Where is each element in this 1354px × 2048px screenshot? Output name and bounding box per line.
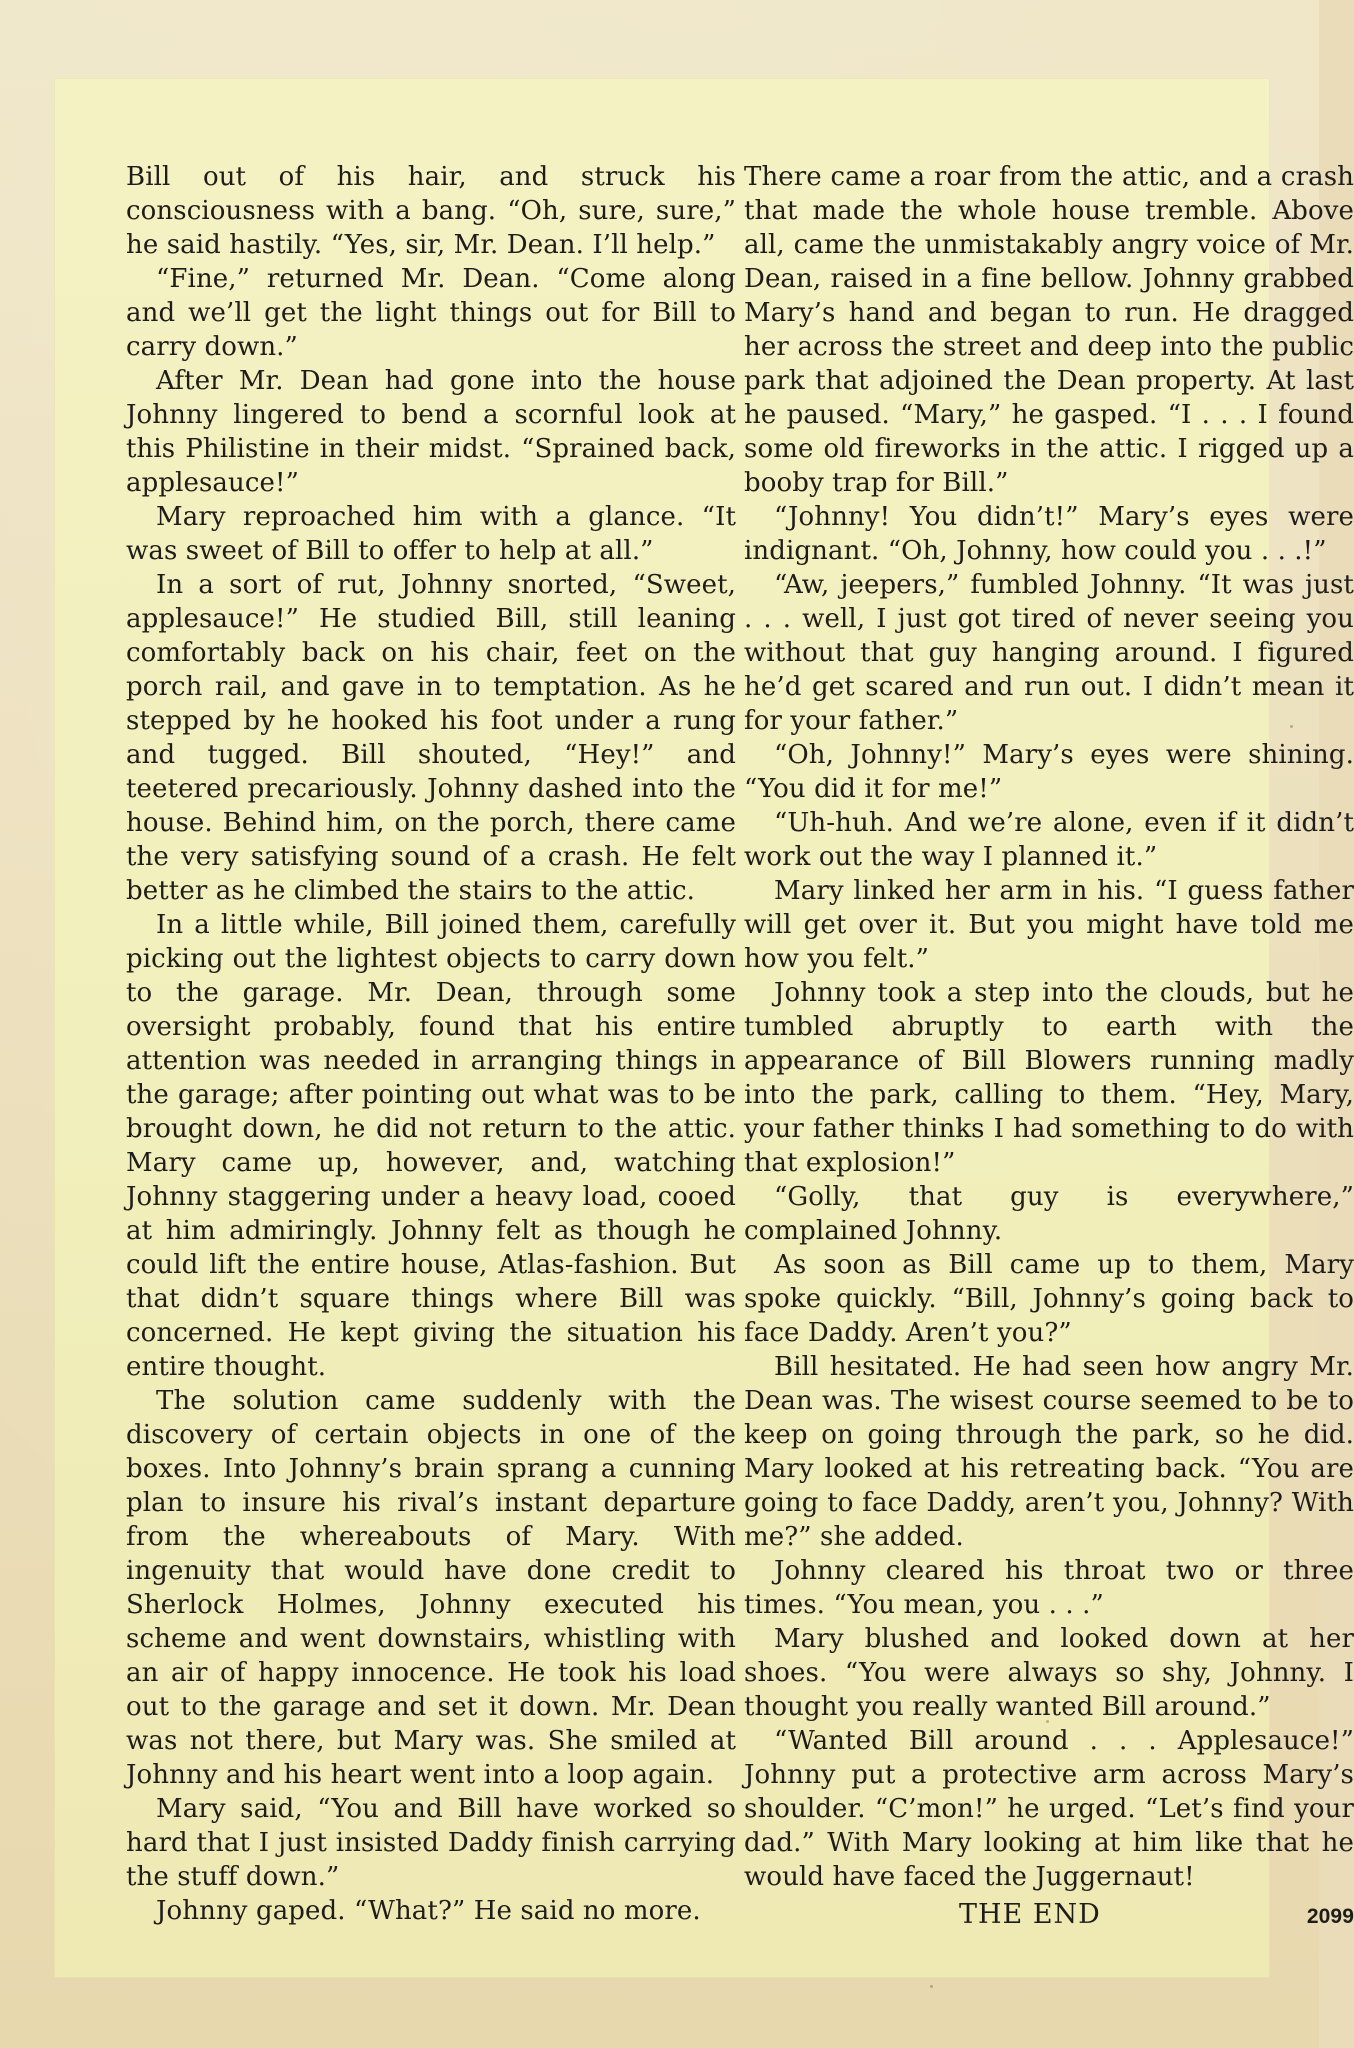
paragraph: Mary reproached him with a glance. “It was sweet of Bill to offer to help at all.” — [126, 502, 736, 566]
paper-speck — [930, 1985, 933, 1988]
left-column — [126, 160, 736, 1960]
paragraph: Mary linked her arm in his. “I guess father will get over it. But you might have told me how you felt.” — [744, 876, 1354, 974]
paragraph: Mary said, “You and Bill have worked so hard that I just insisted Daddy finish carrying the stuff down.” — [126, 1794, 736, 1892]
paragraph: Johnny took a step into the clouds, but he tumbled abruptly to earth with the appearance of Bill Blowers running madly into the park, calling to them. “Hey, Mary, your father thinks I had something to do with that explosion!” — [744, 978, 1354, 1178]
paragraph: As soon as Bill came up to them, Mary spoke quickly. “Bill, Johnny’s going back to face Daddy. Aren’t you?” — [744, 1250, 1354, 1348]
text-panel — [54, 78, 1354, 1978]
paper-speck — [1290, 725, 1293, 728]
paragraph: “Aw, jeepers,” fumbled Johnny. “It was just . . . well, I just got tired of never seeing you without that guy hanging around. I figured he’d get scared and run out. I didn’t mean it for your father.” — [744, 570, 1354, 736]
paragraph: “Wanted Bill around . . . Applesauce!” Johnny put a protective arm across Mary’s shoulder. “C’mon!” he urged. “Let’s find your dad.” With Mary looking at him like that he would have faced the Juggernaut! — [744, 1726, 1354, 1892]
paragraph: Bill out of his hair, and struck his consciousness with a bang. “Oh, sure, sure,” he said hastily. “Yes, sir, Mr. Dean. I’ll help.” — [126, 162, 736, 260]
paragraph: In a sort of rut, Johnny snorted, “Sweet, applesauce!” He studied Bill, still leaning comfortably back on his chair, feet on the porch rail, and gave in to temptation. As he stepped by he hooked his foot under a rung and tugged. Bill shouted, “Hey!” and teetered precariously. Johnny dashed into the house. Behind him, on the porch, there came the very satisfying sound of a crash. He felt better as he climbed the stairs to the attic. — [126, 570, 736, 906]
paragraph: “Fine,” returned Mr. Dean. “Come along and we’ll get the light things out for Bill to carry down.” — [126, 264, 736, 362]
paragraph: After Mr. Dean had gone into the house Johnny lingered to bend a scornful look at this Philistine in their midst. “Sprained back, applesauce!” — [126, 366, 736, 498]
paper-speck — [1046, 1720, 1049, 1723]
paragraph: There came a roar from the attic, and a crash that made the whole house tremble. Above all, came the unmistakably angry voice of Mr. Dean, raised in a fine bellow. Johnny grabbed Mary’s hand and began to run. He dragged her across the street and deep into the public park that adjoined the Dean property. At last he paused. “Mary,” he gasped. “I . . . I found some old fireworks in the attic. I rigged up a booby trap for Bill.” — [744, 162, 1354, 498]
page-number: 2099 — [1306, 1905, 1354, 1928]
paragraph: Bill hesitated. He had seen how angry Mr. Dean was. The wisest course seemed to be to keep on going through the park, so he did. Mary looked at his retreating back. “You are going to face Daddy, aren’t you, Johnny? With me?” she added. — [744, 1352, 1354, 1552]
paragraph: Mary blushed and looked down at her shoes. “You were always so shy, Johnny. I thought you really wanted Bill around.” — [744, 1624, 1354, 1722]
paragraph: In a little while, Bill joined them, carefully picking out the lightest objects to carry down to the garage. Mr. Dean, through some oversight probably, found that his entire attention was needed in arranging things in the garage; after pointing out what was to be brought down, he did not return to the attic. Mary came up, however, and, watching Johnny staggering under a heavy load, cooed at him admiringly. Johnny felt as though he could lift the entire house, Atlas-fashion. But that didn’t square things where Bill was concerned. He kept giving the situation his entire thought. — [126, 910, 736, 1382]
paragraph: “Uh-huh. And we’re alone, even if it didn’t work out the way I planned it.” — [744, 808, 1354, 872]
the-end-marker: THE END — [959, 1899, 1101, 1930]
paragraph: The solution came suddenly with the discovery of certain objects in one of the boxes. Into Johnny’s brain sprang a cunning plan to insure his rival’s instant departure from the whereabouts of Mary. With ingenuity that would have done credit to Sherlock Holmes, Johnny executed his scheme and went downstairs, whistling with an air of happy innocence. He took his load out to the garage and set it down. Mr. Dean was not there, but Mary was. She smiled at Johnny and his heart went into a loop again. — [126, 1386, 736, 1790]
paragraph: Johnny gaped. “What?” He said no more. — [156, 1896, 701, 1926]
paragraph: “Johnny! You didn’t!” Mary’s eyes were indignant. “Oh, Johnny, how could you . . .!” — [744, 502, 1354, 566]
story-footer — [744, 1894, 1354, 1928]
right-column — [744, 160, 1354, 1960]
paragraph: Johnny cleared his throat two or three times. “You mean, you . . .” — [744, 1556, 1354, 1620]
paragraph: “Golly, that guy is everywhere,” complained Johnny. — [744, 1182, 1354, 1246]
paragraph: “Oh, Johnny!” Mary’s eyes were shining. “You did it for me!” — [744, 740, 1354, 804]
